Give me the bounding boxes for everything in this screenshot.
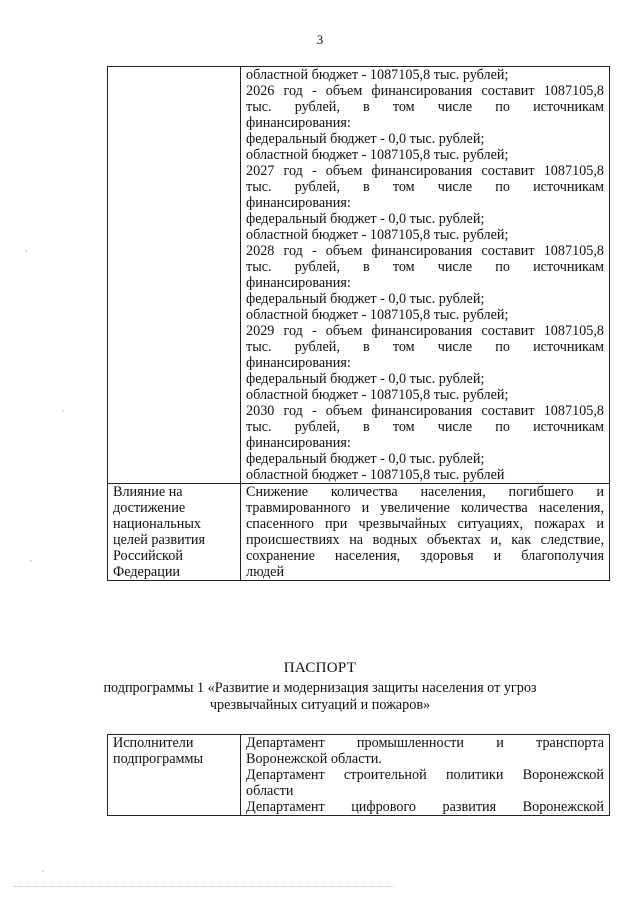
value-text-line: области bbox=[246, 783, 294, 799]
subprogram-passport-table bbox=[107, 734, 610, 816]
value-text-line: людей bbox=[246, 564, 285, 580]
value-text-line: тыс. рублей, в том числе по источникам bbox=[246, 99, 604, 115]
row-label-cell bbox=[108, 735, 241, 816]
funding-table-body bbox=[108, 67, 610, 581]
value-text-line: Воронежской области. bbox=[246, 751, 382, 767]
row-value-cell bbox=[241, 484, 610, 581]
value-text-line: 2026 год - объем финансирования составит 1087105,8 bbox=[246, 83, 604, 99]
value-text-line: 2029 год - объем финансирования составит 1087105,8 bbox=[246, 323, 604, 339]
row-label-line: достижение bbox=[113, 500, 186, 516]
value-text-line: тыс. рублей, в том числе по источникам bbox=[246, 419, 604, 435]
value-text-line: Департамент строительной политики Воронежской bbox=[246, 767, 604, 783]
value-text-line: федеральный бюджет - 0,0 тыс. рублей; bbox=[246, 451, 485, 467]
value-text-line: тыс. рублей, в том числе по источникам bbox=[246, 259, 604, 275]
row-label-cell bbox=[108, 484, 241, 581]
table-row bbox=[108, 484, 610, 581]
scan-speck bbox=[30, 560, 32, 562]
table-row bbox=[108, 67, 610, 484]
row-label-line: Федерации bbox=[113, 564, 181, 580]
row-label-line: Российской bbox=[113, 548, 183, 564]
value-text-line: финансирования: bbox=[246, 195, 351, 211]
value-text-line: федеральный бюджет - 0,0 тыс. рублей; bbox=[246, 371, 485, 387]
value-text-line: областной бюджет - 1087105,8 тыс. рублей; bbox=[246, 387, 509, 403]
page-number: 3 bbox=[316, 32, 324, 47]
row-label-cell bbox=[108, 67, 241, 484]
value-text-line: областной бюджет - 1087105,8 тыс. рублей; bbox=[246, 147, 509, 163]
value-text-line: областной бюджет - 1087105,8 тыс. рублей; bbox=[246, 67, 509, 83]
value-text-line: Департамент промышленности и транспорта bbox=[246, 735, 604, 751]
passport-subtitle-line-2: чрезвычайных ситуаций и пожаров» bbox=[209, 697, 431, 713]
row-label-line: национальных bbox=[113, 516, 201, 532]
scan-speck bbox=[42, 870, 44, 872]
value-text-line: областной бюджет - 1087105,8 тыс. рублей bbox=[246, 467, 505, 483]
value-text-line: 2027 год - объем финансирования составит 1087105,8 bbox=[246, 163, 604, 179]
value-text-line: спасенного при чрезвычайных ситуациях, пожарах и bbox=[246, 516, 604, 532]
value-text-line: тыс. рублей, в том числе по источникам bbox=[246, 339, 604, 355]
row-value-cell bbox=[241, 67, 610, 484]
passport-title: ПАСПОРТ bbox=[283, 660, 357, 676]
scan-speck bbox=[62, 410, 64, 412]
value-text-line: Снижение количества населения, погибшего и bbox=[246, 484, 604, 500]
footer-dotted-line bbox=[14, 886, 394, 887]
passport-subtitle-line-1: подпрограммы 1 «Развитие и модернизация защиты населения от угроз bbox=[103, 680, 537, 696]
value-text-line: федеральный бюджет - 0,0 тыс. рублей; bbox=[246, 211, 485, 227]
value-text-line: сохранение населения, здоровья и благополучия bbox=[246, 548, 604, 564]
value-text-line: федеральный бюджет - 0,0 тыс. рублей; bbox=[246, 291, 485, 307]
row-label-line: Влияние на bbox=[113, 484, 183, 500]
value-text-line: травмированного и увеличение количества населения, bbox=[246, 500, 604, 516]
value-text-line: финансирования: bbox=[246, 275, 351, 291]
subprogram-passport-table-body bbox=[108, 735, 610, 816]
value-text-line: финансирования: bbox=[246, 355, 351, 371]
table-row bbox=[108, 735, 610, 816]
row-label-line: целей развития bbox=[113, 532, 206, 548]
row-label-line: Исполнители bbox=[113, 735, 194, 751]
scan-speck bbox=[25, 250, 27, 252]
funding-table bbox=[107, 66, 610, 581]
value-text-line: 2028 год - объем финансирования составит 1087105,8 bbox=[246, 243, 604, 259]
value-text-line: происшествиях на водных объектах и, как следствие, bbox=[246, 532, 604, 548]
value-text-line: федеральный бюджет - 0,0 тыс. рублей; bbox=[246, 131, 485, 147]
value-text-line: областной бюджет - 1087105,8 тыс. рублей; bbox=[246, 227, 509, 243]
value-text-line: финансирования: bbox=[246, 115, 351, 131]
row-label-line: подпрограммы bbox=[113, 751, 203, 767]
value-text-line: тыс. рублей, в том числе по источникам bbox=[246, 179, 604, 195]
value-text-line: финансирования: bbox=[246, 435, 351, 451]
row-value-cell bbox=[241, 735, 610, 816]
value-text-line: 2030 год - объем финансирования составит 1087105,8 bbox=[246, 403, 604, 419]
value-text-line: Департамент цифрового развития Воронежской bbox=[246, 799, 604, 815]
value-text-line: областной бюджет - 1087105,8 тыс. рублей; bbox=[246, 307, 509, 323]
